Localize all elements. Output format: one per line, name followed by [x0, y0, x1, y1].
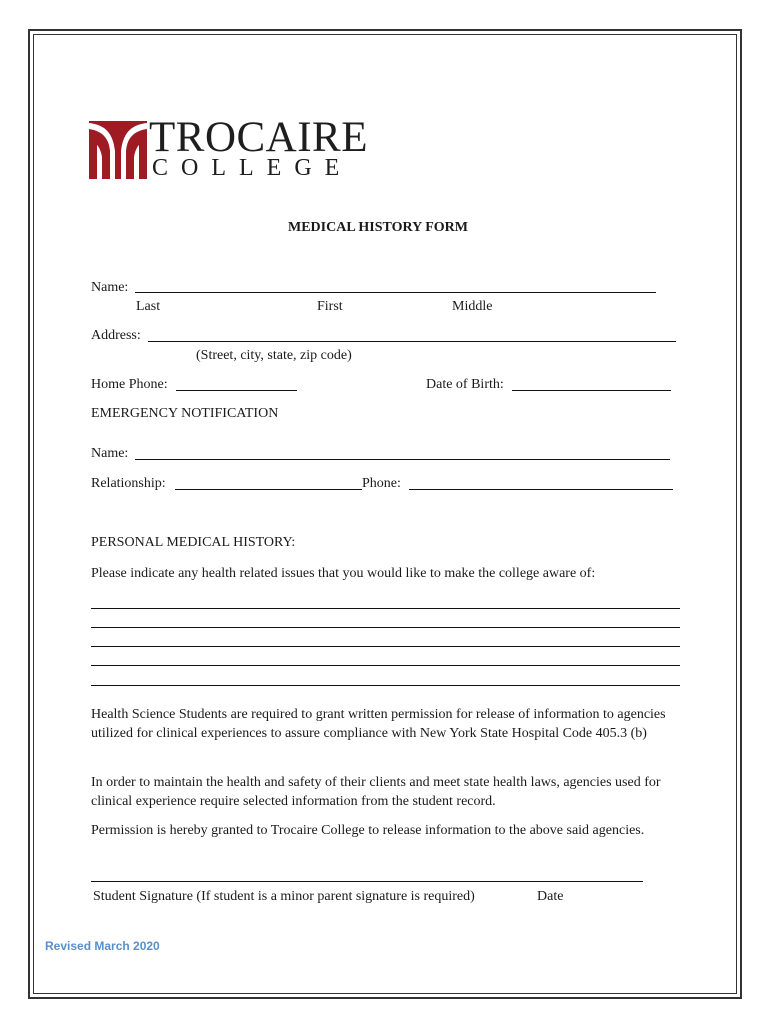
- name-label: Name:: [91, 280, 129, 295]
- pmh-answer-line[interactable]: [91, 685, 680, 686]
- form-title: MEDICAL HISTORY FORM: [288, 220, 468, 235]
- pmh-answer-line[interactable]: [91, 627, 680, 628]
- emergency-name-label: Name:: [91, 446, 129, 461]
- pmh-prompt: Please indicate any health related issues that you would like to make the college aware of:: [91, 566, 596, 581]
- address-field[interactable]: [148, 341, 676, 342]
- emergency-phone-field[interactable]: [409, 489, 673, 490]
- address-hint: (Street, city, state, zip code): [196, 348, 352, 363]
- home-phone-label: Home Phone:: [91, 377, 168, 392]
- dob-label: Date of Birth:: [426, 377, 504, 392]
- release-paragraph-3: Permission is hereby granted to Trocaire College to release information to the above said agencies.: [91, 823, 645, 838]
- signature-field[interactable]: [91, 881, 643, 882]
- emergency-heading: EMERGENCY NOTIFICATION: [91, 406, 279, 421]
- home-phone-field[interactable]: [176, 390, 297, 391]
- revised-date: Revised March 2020: [45, 939, 160, 953]
- logo-wordmark-trocaire: TROCAIRE: [149, 114, 368, 161]
- release-paragraph-2: In order to maintain the health and safety of their clients and meet state health laws, agencies used for clinical experience require selected information from the student record.: [91, 775, 661, 809]
- dob-field[interactable]: [512, 390, 671, 391]
- emergency-phone-label: Phone:: [362, 476, 401, 491]
- address-label: Address:: [91, 328, 141, 343]
- relationship-field[interactable]: [175, 489, 362, 490]
- pmh-heading: PERSONAL MEDICAL HISTORY:: [91, 535, 296, 550]
- pmh-answer-line[interactable]: [91, 665, 680, 666]
- pmh-answer-line[interactable]: [91, 608, 680, 609]
- logo-mark-icon: [89, 121, 147, 179]
- pmh-answer-line[interactable]: [91, 646, 680, 647]
- release-paragraph-1: Health Science Students are required to grant written permission for release of information to agencies utilized for clinical experiences to assure compliance with New York State Hospital Code 405.3 (b): [91, 707, 666, 741]
- date-label: Date: [537, 889, 564, 904]
- name-field[interactable]: [135, 292, 656, 293]
- signature-label: Student Signature (If student is a minor parent signature is required): [93, 889, 475, 904]
- name-last-caption: Last: [136, 299, 161, 314]
- name-first-caption: First: [317, 299, 343, 314]
- emergency-name-field[interactable]: [135, 459, 670, 460]
- relationship-label: Relationship:: [91, 476, 166, 491]
- name-middle-caption: Middle: [452, 299, 493, 314]
- logo-wordmark-college: COLLEGE: [152, 155, 353, 181]
